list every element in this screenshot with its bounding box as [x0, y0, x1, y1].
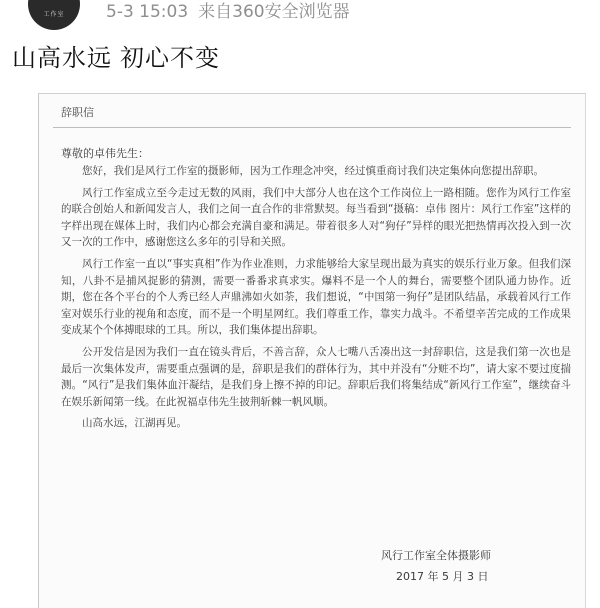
post-timestamp: 5-3 15:03: [106, 2, 189, 22]
post-source[interactable]: 来自360安全浏览器: [198, 2, 350, 22]
avatar[interactable]: [28, 0, 80, 30]
post-meta: [106, 0, 350, 24]
post-title-part2: 初心不变: [120, 44, 220, 72]
post-title: [12, 42, 220, 74]
post-header: [0, 0, 600, 30]
letter-date: 2017 年 5 月 3 日: [396, 570, 489, 583]
resignation-letter-image[interactable]: [38, 93, 586, 608]
letter-heading: 辞职信: [61, 106, 94, 119]
letter-closing: 山高水远，江湖再见。: [82, 417, 187, 430]
letter-signature: 风行工作室全体摄影师: [381, 549, 491, 562]
avatar-text: 工作室: [43, 11, 65, 18]
letter-salutation: 尊敬的卓伟先生：: [61, 147, 149, 160]
letter-divider: [53, 127, 571, 128]
letter-paragraph: 风行工作室一直以“事实真相”作为作业准则，力求能够给大家呈现出最为真实的娱乐行业万象。但我们深知，八卦不是捕风捉影的猜测，需要一番番求真求实。爆料不是一个人的舞台，需要整个团队通力协作。近期，您在各个平台的个人秀已经人声鼎沸如火如荼，我们想说，“中国第一狗仔”是团队结晶，承载着风行工作室对娱乐行业的视角和态度，而不是一个明星网红。我们尊重工作，靠实力战斗。不希望辛苦完成的工作成果变成某个个体搏眼球的工具。所以，我们集体提出辞职。: [61, 257, 571, 337]
letter-paragraph: 公开发信是因为我们一直在镜头背后，不善言辞，众人七嘴八舌凑出这一封辞职信，这是我们第一次也是最后一次集体发声，需要重点强调的是，辞职是我们的群体行为，其中并没有“分赃不均”，请大家不要过度揣测。“风行”是我们集体血汗凝结，是我们身上擦不掉的印记。辞职后我们将集结成“新风行工作室”，继续奋斗在娱乐新闻第一线。在此祝福卓伟先生披荆斩棘一帆风顺。: [61, 345, 571, 408]
letter-paragraph: 您好，我们是风行工作室的摄影师，因为工作理念冲突，经过慎重商讨我们决定集体向您提出辞职。: [82, 165, 544, 177]
letter-body: [61, 163, 571, 432]
post-title-part1: 山高水远: [12, 44, 112, 72]
letter-paragraph: 风行工作室成立至今走过无数的风雨，我们中大部分人也在这个工作岗位上一路相随。您作为风行工作室的联合创始人和新闻发言人，我们之间一直合作的非常默契。每当看到“摄稿：卓伟 图片：风行工作室”这样的字样出现在媒体上时，我们内心都会充满自豪和满足。带着很多人对“狗仔”异样的眼光把热情再次投入到一次又一次的工作中，感谢您这么多年的引导和关照。: [61, 186, 571, 249]
